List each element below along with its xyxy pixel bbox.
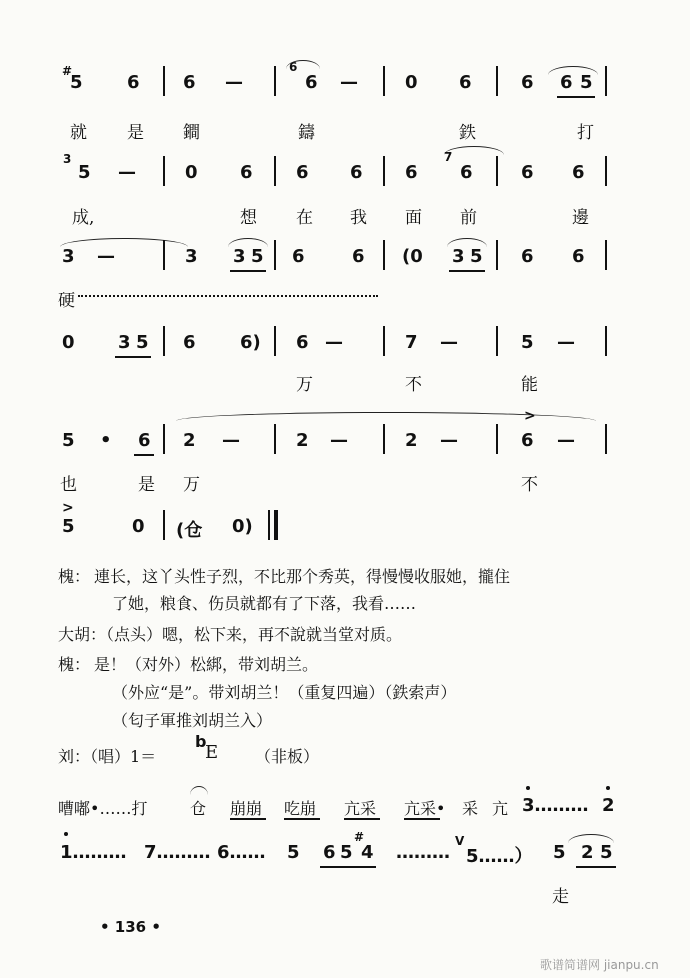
note: 6: [323, 842, 336, 863]
note: 6: [459, 72, 472, 93]
speaker: 槐: [58, 567, 75, 586]
perc-text: 亢采•: [404, 799, 446, 818]
dash: —: [440, 332, 458, 353]
perc-text: 吃崩: [284, 799, 317, 818]
lyric: 就: [70, 123, 87, 143]
note: 6: [521, 162, 534, 183]
barline: [163, 510, 165, 540]
note: 6: [521, 246, 534, 267]
note: 3: [118, 332, 131, 353]
barline: [163, 156, 165, 186]
note: 5: [251, 246, 264, 267]
dialogue-line: [112, 591, 416, 614]
note: 6: [292, 246, 305, 267]
underline: [344, 818, 380, 820]
tempo-marking: （非板）: [255, 747, 320, 766]
note: 7………: [144, 842, 211, 863]
note: 6: [460, 162, 473, 183]
dash: —: [222, 430, 240, 451]
slur: [286, 60, 320, 69]
note: 3: [233, 246, 246, 267]
dialogue-text: 了她，粮食、伤员就都有了下落，我看……: [112, 594, 417, 613]
note: 5: [62, 516, 75, 537]
lyric: 是: [138, 475, 155, 495]
note: 6: [352, 246, 365, 267]
speaker: 大胡: [58, 625, 91, 644]
lyric: 我: [350, 208, 367, 228]
extension-dots: [78, 295, 378, 297]
dash: —: [225, 72, 243, 93]
octave-dot: [64, 832, 68, 836]
barline: [605, 326, 607, 356]
separator: ：: [90, 625, 107, 644]
accent-mark: >: [62, 500, 74, 516]
note: 0: [405, 72, 418, 93]
note: 6: [240, 162, 253, 183]
note: 6: [350, 162, 363, 183]
underline: [230, 818, 266, 820]
lyric: 鑄: [298, 123, 315, 143]
slur: [444, 146, 504, 155]
note: 6: [183, 332, 196, 353]
sharp-sign: #: [62, 64, 73, 78]
separator: ：: [74, 655, 91, 674]
lyric: 打: [577, 123, 594, 143]
note: 6: [560, 72, 573, 93]
note: 3………: [522, 795, 589, 816]
dialogue-line: [58, 652, 318, 675]
stage-direction: [112, 708, 272, 731]
perc-text: 采: [462, 799, 479, 818]
note: 0: [132, 516, 145, 537]
note: 6: [138, 430, 151, 451]
barline: [605, 66, 607, 96]
accent-mark: >: [524, 408, 536, 424]
barline: [383, 240, 385, 270]
sharp-sign: #: [354, 830, 365, 844]
underline: [284, 818, 320, 820]
barline: [496, 424, 498, 454]
barline: [274, 240, 276, 270]
lyric: 鐧: [183, 123, 200, 143]
barline: [496, 66, 498, 96]
note: 3: [62, 246, 75, 267]
note: 6: [305, 72, 318, 93]
barline: [605, 424, 607, 454]
note: 6: [127, 72, 140, 93]
note: 1………: [60, 842, 127, 863]
key-signature: E: [205, 742, 219, 763]
perc-text: 崩崩: [230, 799, 263, 818]
barline: [163, 424, 165, 454]
note: 3: [452, 246, 465, 267]
grace-note: 3: [63, 152, 72, 166]
arc: [190, 786, 208, 795]
slur: [60, 238, 188, 247]
dialogue-text: 連长，这丫头性子烈，不比那个秀英，得慢慢收服她，攏住: [94, 567, 511, 586]
dash: —: [440, 430, 458, 451]
note: 6: [405, 162, 418, 183]
note: 6……: [217, 842, 266, 863]
lyric: 邊: [572, 208, 589, 228]
grace-note: 6: [289, 60, 298, 74]
dialogue-line: [58, 622, 402, 645]
barline: [383, 66, 385, 96]
note: 7: [405, 332, 418, 353]
watermark: 歌谱简谱网 jianpu.cn: [540, 958, 659, 972]
note: 5: [62, 430, 75, 451]
note: 5: [287, 842, 300, 863]
barline: [383, 156, 385, 186]
dialogue-text: （外应“是”。带刘胡兰！（重复四遍）（鉄索声）: [112, 683, 457, 702]
note: 0: [62, 332, 75, 353]
lyric: 在: [296, 208, 313, 228]
perc-text: 嘈嘟•……打: [58, 799, 148, 818]
perc-text: 仓: [190, 799, 207, 818]
note: (0: [402, 246, 423, 267]
dash: —: [325, 332, 343, 353]
barline: [274, 66, 276, 96]
lyric: 不: [405, 375, 422, 395]
barline: [605, 156, 607, 186]
note: 5: [580, 72, 593, 93]
dash: —: [330, 430, 348, 451]
dialogue-line: [58, 564, 510, 587]
flat-sign: b: [195, 732, 207, 751]
lyric: 想: [240, 208, 257, 228]
barline: [496, 240, 498, 270]
lyric: 硬: [58, 291, 75, 311]
dash: —: [557, 430, 575, 451]
note: 6: [572, 246, 585, 267]
note: 3: [185, 246, 198, 267]
note: 5……）: [466, 846, 533, 867]
note: 2: [602, 795, 615, 816]
barline: [274, 156, 276, 186]
note: 2: [581, 842, 594, 863]
note: 4: [361, 842, 374, 863]
final-barline-thick: [274, 510, 278, 540]
dot: •: [100, 430, 112, 451]
perc-text: 亢采: [344, 799, 377, 818]
lyric: 万: [296, 375, 313, 395]
breath-mark: V: [455, 834, 465, 848]
dialogue-text: （点头）嗯，松下来，再不說就当堂对质。: [106, 625, 403, 644]
underline: [134, 454, 154, 456]
dialogue-text: （匂子軍推刘胡兰入）: [112, 711, 273, 730]
stage-direction: [112, 680, 456, 703]
note: 6: [183, 72, 196, 93]
barline: [605, 240, 607, 270]
barline: [383, 326, 385, 356]
underline: [115, 356, 151, 358]
underline: [576, 866, 616, 868]
lyric: 也: [60, 475, 77, 495]
barline: [496, 326, 498, 356]
lyric: 成,: [72, 208, 95, 228]
lyric: 是: [127, 123, 144, 143]
underline: [230, 270, 266, 272]
note: 6: [296, 162, 309, 183]
page-number: • 136 •: [100, 918, 161, 936]
underline: [404, 818, 440, 820]
note: 2: [296, 430, 309, 451]
dash: —: [557, 332, 575, 353]
note: 5: [136, 332, 149, 353]
percussion: 0): [232, 516, 253, 537]
dash: —: [340, 72, 358, 93]
lyric: 万: [183, 475, 200, 495]
lyric: 能: [521, 375, 538, 395]
note: 5: [70, 72, 83, 93]
octave-dot: [606, 786, 610, 790]
final-barline-thin: [268, 510, 270, 540]
underline: [557, 96, 595, 98]
barline: [163, 240, 165, 270]
barline: [496, 156, 498, 186]
barline: [383, 424, 385, 454]
note: 6: [521, 72, 534, 93]
underline: [320, 866, 376, 868]
note: 5: [600, 842, 613, 863]
note: 5: [521, 332, 534, 353]
note: 5: [553, 842, 566, 863]
note: 6: [521, 430, 534, 451]
note: 5: [78, 162, 91, 183]
lyric: 走: [552, 887, 569, 907]
grace-note: 7: [444, 150, 453, 164]
speaker: 槐: [58, 655, 75, 674]
note: 2: [183, 430, 196, 451]
note: 6: [296, 332, 309, 353]
separator: ：: [74, 567, 91, 586]
barline: [163, 326, 165, 356]
underline: [449, 270, 485, 272]
dash: —: [118, 162, 136, 183]
dialogue-text: 是！（对外）松綁，带刘胡兰。: [94, 655, 319, 674]
aria-prefix: 刘：（唱）1＝: [58, 747, 157, 766]
lyric: 不: [521, 475, 538, 495]
note: 2: [405, 430, 418, 451]
barline: [274, 424, 276, 454]
note: 0: [185, 162, 198, 183]
lyric: 面: [405, 208, 422, 228]
perc-text: 亢: [492, 799, 509, 818]
lyric: 鉄: [459, 123, 476, 143]
dots: ………: [396, 842, 450, 863]
barline: [274, 326, 276, 356]
percussion: (仓: [176, 520, 203, 541]
octave-dot: [526, 786, 530, 790]
lyric: 前: [460, 208, 477, 228]
note: 5: [340, 842, 353, 863]
note: 5: [470, 246, 483, 267]
note: 6): [240, 332, 261, 353]
dash: —: [97, 246, 115, 267]
barline: [163, 66, 165, 96]
note: 6: [572, 162, 585, 183]
